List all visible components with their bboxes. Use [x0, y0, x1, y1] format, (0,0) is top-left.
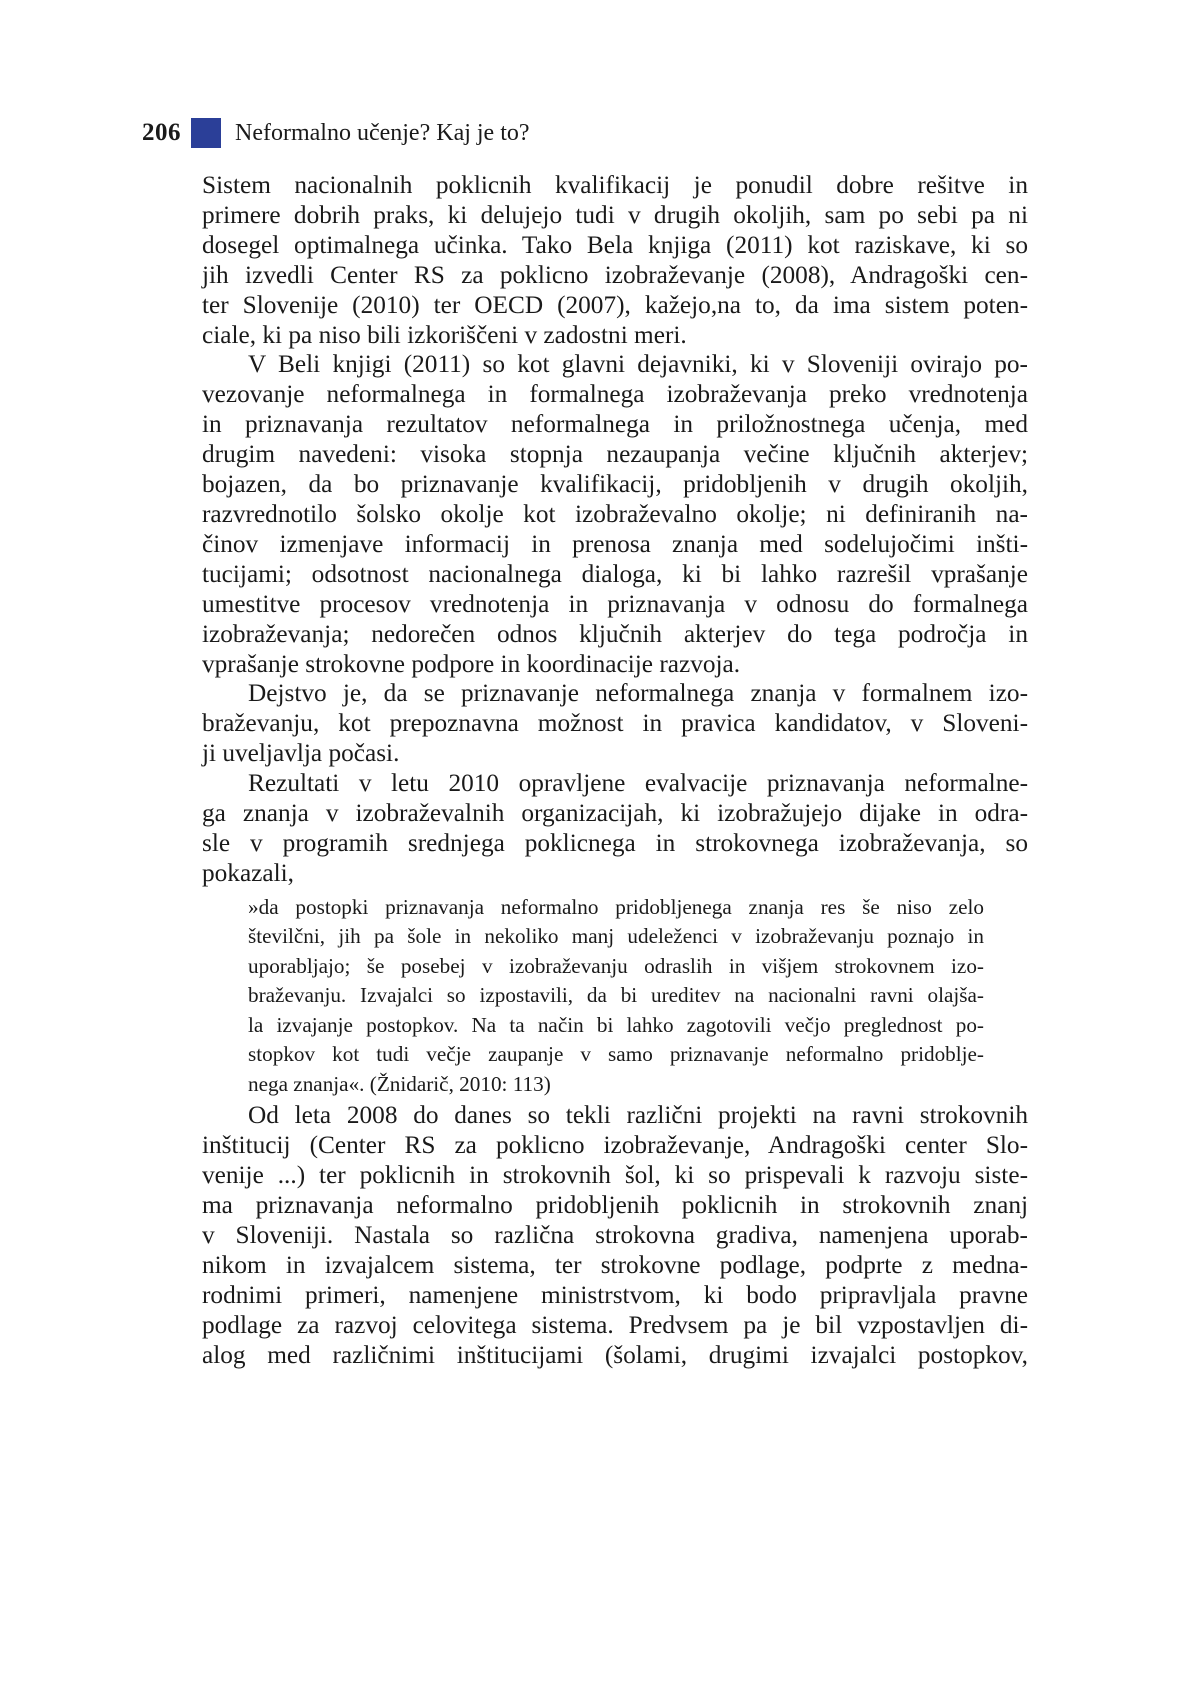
text-line: vprašanje strokovne podpore in koordinacije razvoja. [202, 649, 741, 678]
text-line: primere dobrih praks, ki delujejo tudi v drugih okoljih, sam po sebi pa ni [202, 200, 1028, 229]
running-title: Neformalno učenje? Kaj je to? [235, 119, 530, 146]
text-line: sle v programih srednjega poklicnega in strokovnega izobraževanja, so [202, 828, 1028, 857]
blue-square-marker-icon [191, 118, 221, 148]
text-line: činov izmenjave informacij in prenosa znanja med sodelujočimi inšti- [202, 529, 1028, 558]
quote-line: »da postopki priznavanja neformalno pridobljenega znanja res še niso zelo [248, 894, 984, 919]
body-text [202, 171, 1028, 1370]
paragraph-1 [202, 171, 1028, 350]
text-line: Dejstvo je, da se priznavanje neformalnega znanja v formalnem izo- [248, 679, 1028, 708]
text-line: drugim navedeni: visoka stopnja nezaupanja večine ključnih akterjev; [202, 440, 1028, 469]
text-line: ciale, ki pa niso bili izkoriščeni v zadostni meri. [202, 320, 687, 349]
text-line: izobraževanja; nedorečen odnos ključnih akterjev do tega področja in [202, 619, 1028, 648]
quote-line: la izvajanje postopkov. Na ta način bi lahko zagotovili večjo preglednost po- [248, 1012, 984, 1037]
text-line: braževanju, kot prepoznavna možnost in pravica kandidatov, v Sloveni- [202, 709, 1028, 738]
text-line: V Beli knjigi (2011) so kot glavni dejavniki, ki v Sloveniji ovirajo po- [248, 350, 1028, 379]
text-line: podlage za razvoj celovitega sistema. Predvsem pa je bil vzpostavljen di- [202, 1310, 1028, 1339]
quote-citation-line: nega znanja«. (Žnidarič, 2010: 113) [248, 1071, 551, 1096]
quote-line: uporabljajo; še posebej v izobraževanju odraslih in višjem strokovnem izo- [248, 953, 984, 978]
paragraph-2 [202, 350, 1028, 679]
text-line: razvrednotilo šolsko okolje kot izobraževalno okolje; ni definiranih na- [202, 499, 1028, 528]
text-line: Sistem nacionalnih poklicnih kvalifikacij je ponudil dobre rešitve in [202, 171, 1028, 199]
page-number: 206 [142, 119, 181, 146]
quote-line: stopkov kot tudi večje zaupanje v samo priznavanje neformalno pridoblje- [248, 1042, 984, 1067]
text-line: Od leta 2008 do danes so tekli različni projekti na ravni strokovnih [248, 1101, 1028, 1130]
quote-line: številčni, jih pa šole in nekoliko manj udeleženci v izobraževanju poznajo in [248, 924, 984, 949]
text-line: alog med različnimi inštitucijami (šolami, drugimi izvajalci postopkov, [202, 1340, 1028, 1369]
text-line: venije ...) ter poklicnih in strokovnih šol, ki so prispevali k razvoju siste- [202, 1161, 1028, 1190]
text-line: ma priznavanja neformalno pridobljenih poklicnih in strokovnih znanj [202, 1190, 1028, 1219]
text-line: in priznavanja rezultatov neformalnega in priložnostnega učenja, med [202, 410, 1028, 439]
page-header [142, 118, 530, 148]
text-line: rodnimi primeri, namenjene ministrstvom, ki bodo pripravljala pravne [202, 1280, 1028, 1309]
text-line: dosegel optimalnega učinka. Tako Bela knjiga (2011) kot raziskave, ki so [202, 230, 1028, 259]
paragraph-3 [202, 679, 1028, 769]
text-line: inštitucij (Center RS za poklicno izobraževanje, Andragoški center Slo- [202, 1131, 1028, 1160]
block-quote [248, 893, 984, 1100]
paragraph-5 [202, 1101, 1028, 1370]
text-line: umestitve procesov vrednotenja in priznavanja v odnosu do formalnega [202, 589, 1028, 618]
quote-line: braževanju. Izvajalci so izpostavili, da bi ureditev na nacionalni ravni olajša- [248, 983, 984, 1008]
text-line: ter Slovenije (2010) ter OECD (2007), kažejo,na to, da ima sistem poten- [202, 290, 1028, 319]
text-line: bojazen, da bo priznavanje kvalifikacij, pridobljenih v drugih okoljih, [202, 470, 1028, 499]
text-line: pokazali, [202, 858, 295, 887]
text-line: v Sloveniji. Nastala so različna strokovna gradiva, namenjena uporab- [202, 1220, 1028, 1249]
text-line: ji uveljavlja počasi. [202, 739, 400, 768]
text-line: vezovanje neformalnega in formalnega izobraževanja preko vrednotenja [202, 380, 1028, 409]
text-line: jih izvedli Center RS za poklicno izobraževanje (2008), Andragoški cen- [202, 260, 1028, 289]
text-line: ga znanja v izobraževalnih organizacijah, ki izobražujejo dijake in odra- [202, 799, 1028, 828]
text-line: Rezultati v letu 2010 opravljene evalvacije priznavanja neformalne- [248, 769, 1028, 798]
text-line: tucijami; odsotnost nacionalnega dialoga, ki bi lahko razrešil vprašanje [202, 559, 1028, 588]
text-line: nikom in izvajalcem sistema, ter strokovne podlage, podprte z medna- [202, 1250, 1028, 1279]
paragraph-4 [202, 769, 1028, 889]
